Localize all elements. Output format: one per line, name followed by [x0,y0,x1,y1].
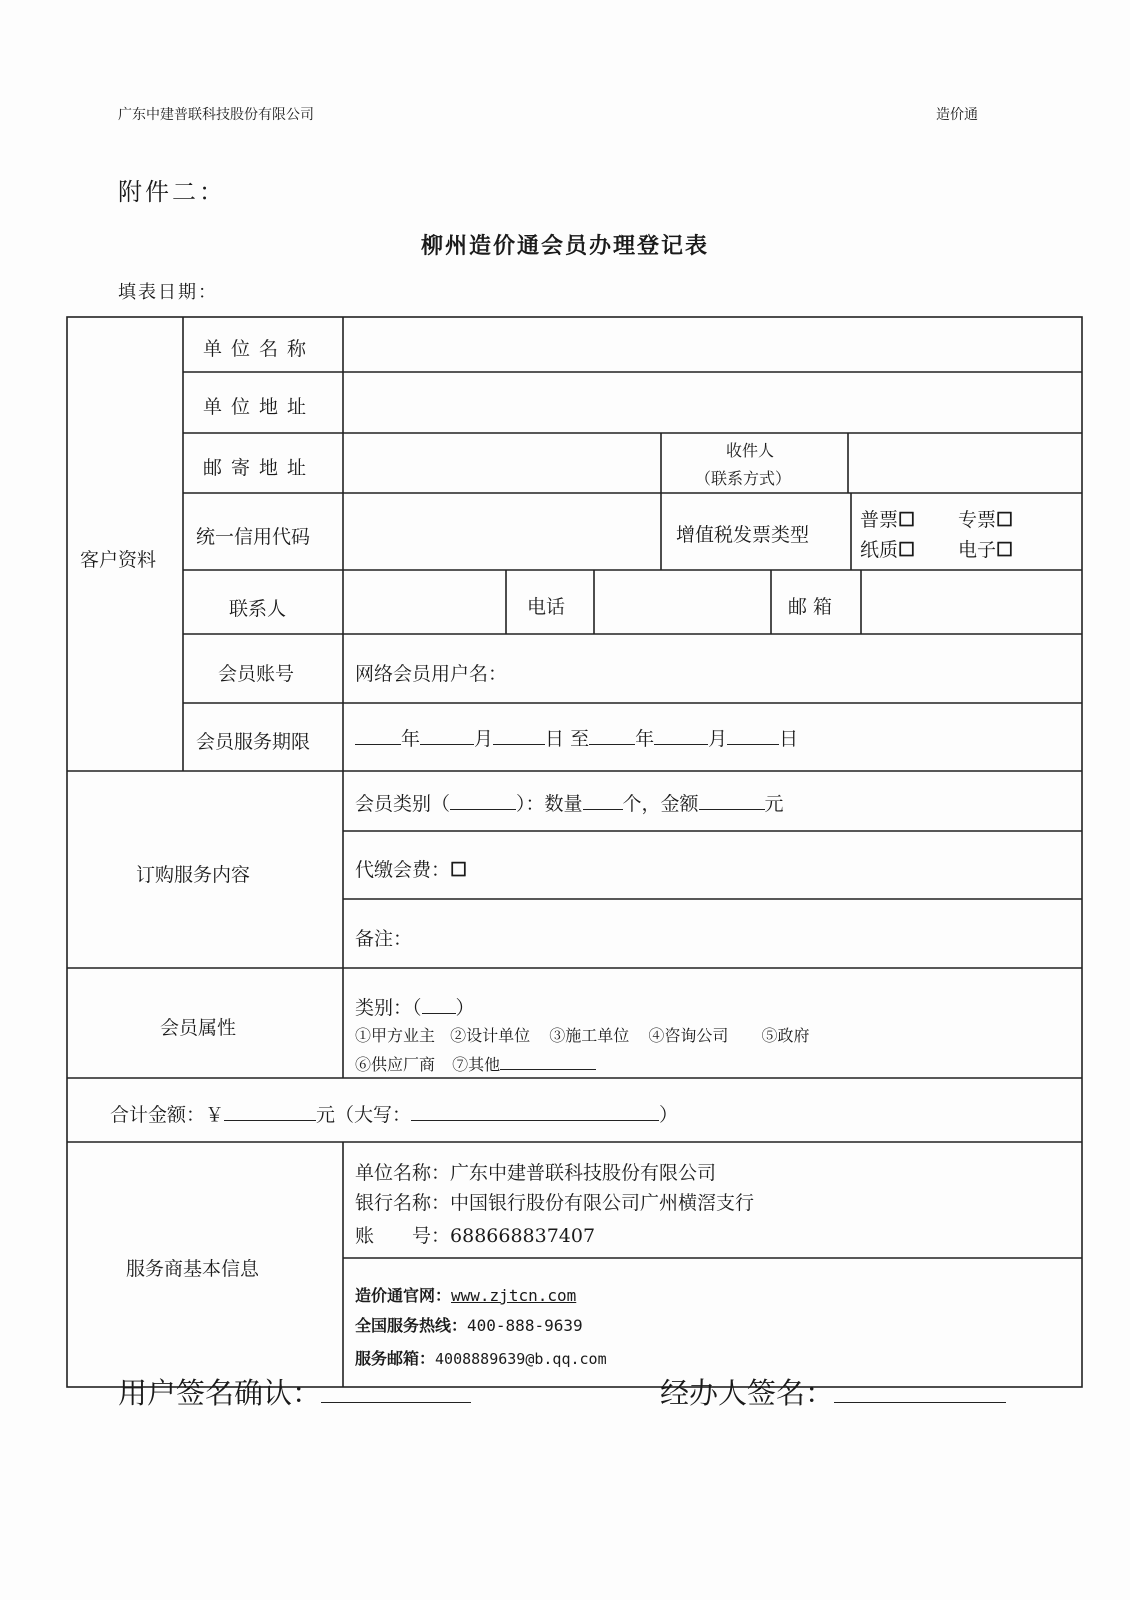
account-username-field[interactable] [520,645,1070,690]
to-label: 至 [570,728,590,750]
quantity-label: ）：数量 [516,793,583,815]
invoice-option-electronic[interactable] [958,535,1013,562]
category-options-row1 [355,1023,809,1046]
invoice-option-normal-label: 普票 [860,509,899,531]
category-options-row2 [355,1052,596,1075]
total-row [110,1100,678,1127]
attachment-label: 附件二： [118,178,226,206]
receiver-label: 收件人 [726,441,775,460]
other-blank[interactable] [500,1053,596,1070]
invoice-type-label: 增值税发票类型 [676,524,810,546]
total-uppercase-label: 元（大写： [316,1104,412,1126]
amount-label: 个，金额 [622,793,699,815]
invoice-option-paper[interactable] [860,535,915,562]
customer-section-label: 客户资料 [80,549,157,571]
order-section-label: 订购服务内容 [136,864,251,886]
end-day-blank[interactable] [727,728,779,745]
option-consulting: ④咨询公司 [648,1026,729,1045]
checkbox-icon[interactable]: ☐ [996,539,1014,561]
checkbox-icon[interactable]: ☐ [898,509,916,531]
provider-unit-name: 单位名称：广东中建普联科技股份有限公司 [355,1162,717,1184]
checkbox-icon[interactable]: ☐ [898,539,916,561]
option-supplier: ⑥供应厂商 [355,1055,436,1074]
service-period-label: 会员服务期限 [196,731,311,753]
provider-account-label: 账 号： [355,1225,451,1247]
contact-label: 联系人 [229,598,287,620]
phone-label: 电话 [527,596,566,618]
mail-address-field[interactable] [352,440,652,486]
company-header: 广东中建普联科技股份有限公司 [118,107,314,123]
account-username-label: 网络会员用户名： [355,663,508,685]
service-period-field[interactable] [355,724,798,751]
start-day-blank[interactable] [493,728,545,745]
day-unit: 日 [545,728,565,750]
category-row [355,993,475,1020]
proxy-fee-label: 代缴会费： [355,859,451,881]
provider-section-label: 服务商基本信息 [126,1258,260,1280]
provider-email-row [355,1346,607,1369]
account-label: 会员账号 [218,663,295,685]
receiver-field[interactable] [856,440,1076,486]
end-month-blank[interactable] [654,728,708,745]
proxy-fee-row [355,855,467,882]
option-design: ②设计单位 [450,1026,531,1045]
provider-account-value: 688668837407 [450,1225,596,1247]
quantity-blank[interactable] [583,793,623,810]
unit-name-field[interactable] [352,325,1072,365]
currency-symbol: ￥ [205,1104,225,1126]
option-other: ⑦其他 [452,1055,501,1074]
mail-address-label: 邮寄地址 [203,457,316,479]
category-label: 类别：（ [355,997,422,1019]
month-unit: 月 [474,728,494,750]
credit-code-field[interactable] [352,500,652,562]
provider-hotline-row [355,1313,583,1336]
unit-address-label: 单位地址 [203,396,316,418]
remark-field[interactable] [420,907,1070,961]
fill-date-label: 填表日期： [118,282,218,303]
unit-address-field[interactable] [352,380,1072,426]
brand-header: 造价通 [936,107,978,123]
email-field[interactable] [868,576,1076,628]
invoice-option-special[interactable] [958,505,1013,532]
total-amount-blank[interactable] [224,1104,316,1121]
amount-blank[interactable] [699,793,765,810]
invoice-option-normal[interactable] [860,505,915,532]
member-type-row [355,789,784,816]
proxy-fee-checkbox-icon[interactable]: ☐ [450,859,468,881]
end-year-blank[interactable] [589,728,635,745]
email-label: 邮 箱 [788,596,833,618]
option-construction: ③施工单位 [549,1026,630,1045]
invoice-option-electronic-label: 电子 [958,539,997,561]
month-unit: 月 [708,728,728,750]
day-unit: 日 [779,728,799,750]
provider-hotline-value: 400-888-9639 [467,1316,583,1335]
user-signature-row [118,1371,471,1412]
provider-site-link[interactable]: www.zjtcn.com [451,1286,577,1305]
remark-label: 备注： [355,928,413,950]
yuan-unit: 元 [764,793,784,815]
category-close: ） [455,997,475,1019]
start-month-blank[interactable] [420,728,474,745]
agent-signature-row [660,1371,1006,1412]
total-label: 合计金额： [110,1104,206,1126]
form-title: 柳州造价通会员办理登记表 [420,233,709,259]
option-government: ⑤政府 [761,1026,810,1045]
member-type-blank[interactable] [450,793,516,810]
agent-signature-blank[interactable] [834,1374,1006,1403]
option-party-a: ①甲方业主 [355,1026,436,1045]
user-signature-blank[interactable] [321,1374,471,1403]
total-uppercase-blank[interactable] [411,1104,659,1121]
member-type-label: 会员类别（ [355,793,451,815]
provider-hotline-label: 全国服务热线： [355,1316,468,1335]
provider-bank-name: 银行名称：中国银行股份有限公司广州横滘支行 [355,1192,755,1214]
total-close: ） [659,1104,679,1126]
checkbox-icon[interactable]: ☐ [996,509,1014,531]
provider-site-label: 造价通官网： [355,1286,452,1305]
provider-email-label: 服务邮箱： [355,1349,436,1368]
provider-account-row [355,1221,595,1248]
receiver-contact-label: （联系方式） [695,469,792,488]
phone-field[interactable] [600,576,765,628]
start-year-blank[interactable] [355,728,401,745]
user-signature-label: 用户签名确认： [118,1376,322,1410]
category-blank[interactable] [422,997,456,1014]
invoice-option-paper-label: 纸质 [860,539,899,561]
provider-email-value: 4008889639@b.qq.com [435,1350,607,1368]
attribute-section-label: 会员属性 [160,1017,237,1039]
year-unit: 年 [635,728,655,750]
year-unit: 年 [401,728,421,750]
invoice-option-special-label: 专票 [958,509,997,531]
unit-name-label: 单位名称 [203,338,316,360]
provider-site-row [355,1283,576,1306]
credit-code-label: 统一信用代码 [196,526,311,548]
contact-field[interactable] [350,576,500,628]
agent-signature-label: 经办人签名： [660,1376,835,1410]
